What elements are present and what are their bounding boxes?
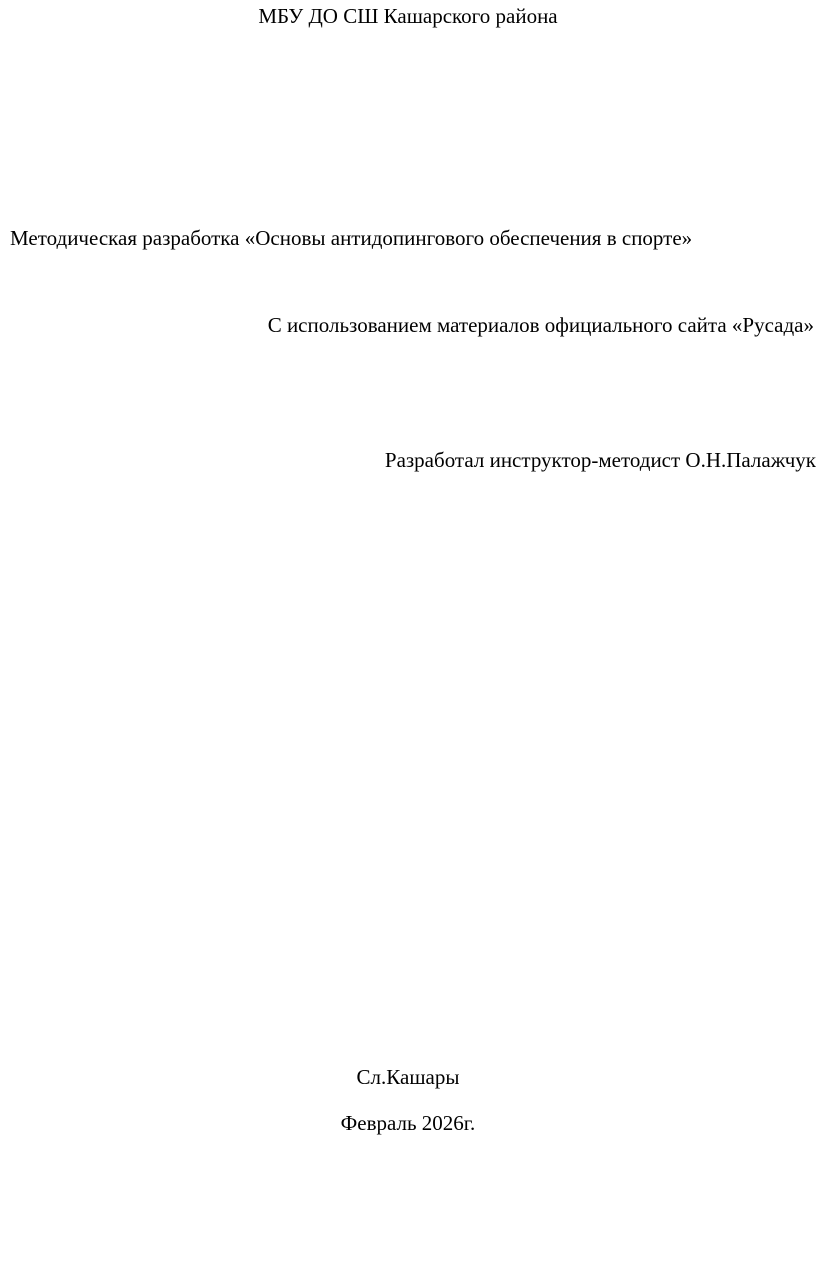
author-line: Разработал инструктор-методист О.Н.Палажчук	[384, 448, 816, 472]
document-title: Методическая разработка «Основы антидопингового обеспечения в спорте»	[10, 226, 693, 250]
place-name: Сл.Кашары	[356, 1065, 460, 1089]
organization-name: МБУ ДО СШ Кашарского района	[258, 4, 558, 28]
document-subtitle: С использованием материалов официального сайта «Русада»	[267, 313, 814, 337]
document-date: Февраль 2026г.	[340, 1111, 476, 1135]
